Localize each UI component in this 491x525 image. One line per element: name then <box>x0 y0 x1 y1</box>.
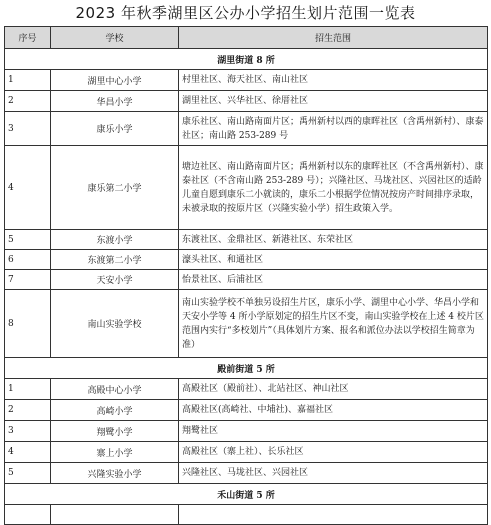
row-school: 康乐第二小学 <box>51 146 179 230</box>
table-row <box>5 505 488 525</box>
row-scope: 怡景社区、后浦社区 <box>179 270 488 290</box>
table-row <box>5 270 488 290</box>
row-scope: 高殿社区（殿前社）、北站社区、神山社区 <box>179 379 488 400</box>
row-scope: 湖里社区、兴华社区、徐厝社区 <box>179 91 488 112</box>
table-row <box>5 146 488 230</box>
row-school: 高殿中心小学 <box>51 379 179 400</box>
row-scope: 村里社区、海天社区、南山社区 <box>179 70 488 91</box>
row-scope: 濠头社区、和通社区 <box>179 250 488 270</box>
row-no: 5 <box>5 230 51 250</box>
row-no: 3 <box>5 421 51 442</box>
section-header-heshan <box>5 484 488 505</box>
row-no: 1 <box>5 379 51 400</box>
row-school: 天安小学 <box>51 270 179 290</box>
row-scope: 兴隆社区、马垅社区、兴园社区 <box>179 463 488 484</box>
row-no: 2 <box>5 91 51 112</box>
table-row <box>5 290 488 358</box>
row-no: 4 <box>5 146 51 230</box>
table-row <box>5 379 488 400</box>
section-title: 殿前街道 5 所 <box>5 358 488 379</box>
row-no: 4 <box>5 442 51 463</box>
row-no: 3 <box>5 112 51 146</box>
table-row <box>5 463 488 484</box>
table-row <box>5 442 488 463</box>
row-school: 华昌小学 <box>51 91 179 112</box>
row-no: 7 <box>5 270 51 290</box>
table-row <box>5 400 488 421</box>
section-header-huli <box>5 49 488 70</box>
header-school: 学校 <box>51 27 179 49</box>
row-scope: 翔鹭社区 <box>179 421 488 442</box>
row-school: 南山实验学校 <box>51 290 179 358</box>
row-no: 8 <box>5 290 51 358</box>
document-title: 2023 年秋季湖里区公办小学招生划片范围一览表 <box>75 4 416 22</box>
row-scope: 南山实验学校不单独另设招生片区，康乐小学、湖里中心小学、华昌小学和天安小学等 4 所小学原划定的招生片区不变，南山实验学校在上述 4 校片区范围内实行“多校划片”（具体划片方案、报名和派位办法以学校招生简章为准） <box>179 290 488 358</box>
enrollment-table <box>4 26 488 525</box>
row-scope: 高殿社区(高崎社、中埔社)、嘉福社区 <box>179 400 488 421</box>
header-no: 序号 <box>5 27 51 49</box>
section-title: 湖里街道 8 所 <box>5 49 488 70</box>
table-row <box>5 230 488 250</box>
header-scope: 招生范围 <box>179 27 488 49</box>
row-scope: 高殿社区（寨上社）、长乐社区 <box>179 442 488 463</box>
section-header-dianqian <box>5 358 488 379</box>
row-school: 东渡第二小学 <box>51 250 179 270</box>
table-row <box>5 112 488 146</box>
row-scope: 康乐社区、南山路南面片区；禹州新村以西的康晖社区（含禹州新村）、康泰社区；南山路 253-289 号 <box>179 112 488 146</box>
row-school: 东渡小学 <box>51 230 179 250</box>
row-school: 寨上小学 <box>51 442 179 463</box>
table-row <box>5 91 488 112</box>
table-row <box>5 250 488 270</box>
row-scope: 东渡社区、金鼎社区、新港社区、东荣社区 <box>179 230 488 250</box>
section-title: 禾山街道 5 所 <box>5 484 488 505</box>
row-no: 6 <box>5 250 51 270</box>
row-no: 5 <box>5 463 51 484</box>
row-no: 2 <box>5 400 51 421</box>
row-scope: 塘边社区、南山路南面片区；禹州新村以东的康晖社区（不含禹州新村）、康泰社区（不含南山路 253-289 号）；兴隆社区、马垅社区、兴园社区的适龄儿童自愿到康乐二小就读的，康乐二小根据学位情况按房产时间排序录取，未被录取的按原片区（兴隆实验小学）招生政策入学。 <box>179 146 488 230</box>
row-school: 兴隆实验小学 <box>51 463 179 484</box>
row-school: 湖里中心小学 <box>51 70 179 91</box>
row-school: 康乐小学 <box>51 112 179 146</box>
row-school: 翔鹭小学 <box>51 421 179 442</box>
row-no: 1 <box>5 70 51 91</box>
table-row <box>5 421 488 442</box>
row-school: 高崎小学 <box>51 400 179 421</box>
table-row <box>5 70 488 91</box>
header-row <box>5 27 488 49</box>
